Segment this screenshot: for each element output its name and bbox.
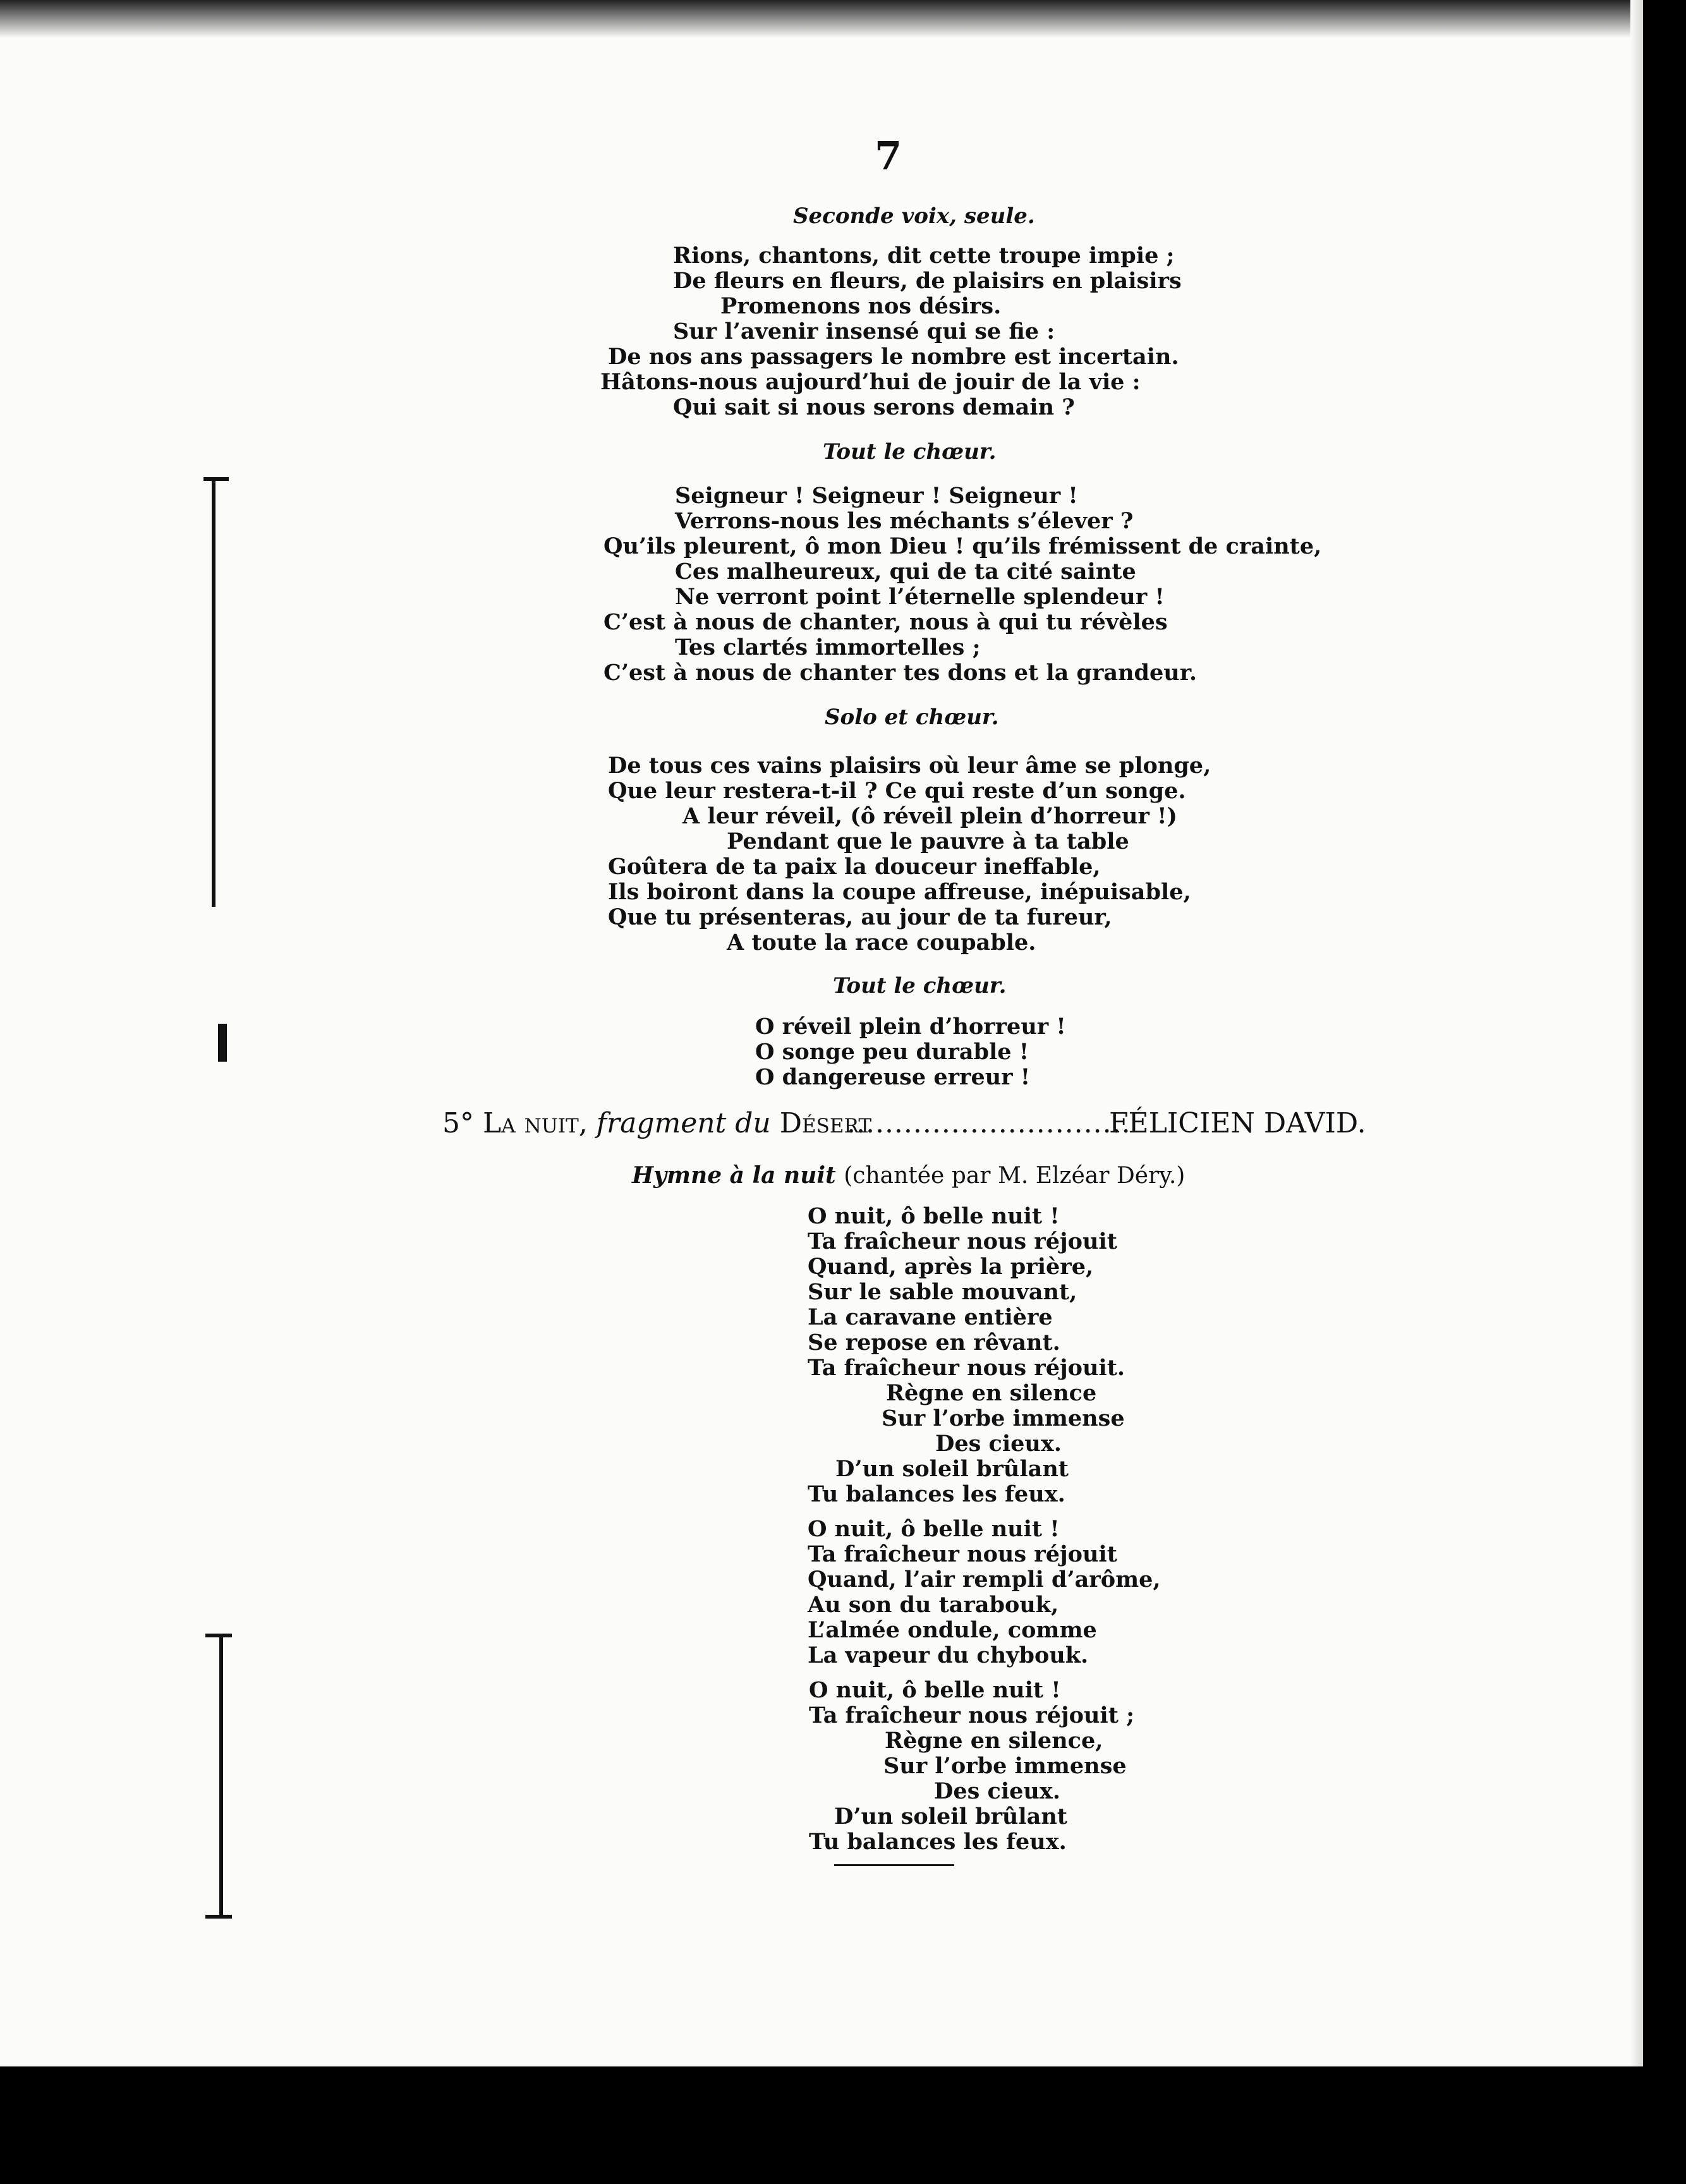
section-header: Seconde voix, seule. (793, 203, 1035, 229)
margin-mark (218, 1024, 227, 1062)
verse-line: Des cieux. (934, 1778, 1060, 1804)
verse-line: D’un soleil brûlant (834, 1804, 1067, 1829)
end-rule (834, 1864, 954, 1866)
verse-line: Au son du tarabouk, (808, 1592, 1059, 1618)
page-number: 7 (875, 133, 902, 179)
verse-line: O nuit, ô belle nuit ! (808, 1203, 1060, 1229)
verse-line: Sur le sable mouvant, (808, 1279, 1077, 1305)
verse-line: Hâtons-nous aujourd’hui de jouir de la vie : (600, 369, 1141, 395)
verse-line: Ta fraîcheur nous réjouit ; (809, 1702, 1134, 1728)
verse-line: Qu’ils pleurent, ô mon Dieu ! qu’ils frémissent de crainte, (603, 533, 1322, 559)
verse-line: Verrons-nous les méchants s’élever ? (675, 508, 1134, 534)
verse-line: D’un soleil brûlant (835, 1456, 1069, 1482)
verse-line: Qui sait si nous serons demain ? (673, 394, 1075, 420)
verse-line: A toute la race coupable. (727, 930, 1036, 956)
piece-title-line (442, 1107, 1366, 1139)
hymn-header (632, 1163, 1185, 1189)
verse-line: Tu balances les feux. (809, 1829, 1067, 1855)
margin-mark (212, 477, 215, 907)
piece-author: FÉLICIEN DAVID. (1109, 1107, 1366, 1139)
verse-line: Tu balances les feux. (808, 1481, 1065, 1507)
leader-dots: .............................. (847, 1107, 1131, 1139)
verse-line: O réveil plein d’horreur ! (755, 1014, 1066, 1040)
hymn-credit: (chantée par M. Elzéar Déry.) (844, 1163, 1186, 1189)
verse-line: Ne verront point l’éternelle splendeur ! (675, 584, 1165, 610)
verse-line: Goûtera de ta paix la douceur ineffable, (608, 854, 1101, 880)
verse-line: Ces malheureux, qui de ta cité sainte (675, 559, 1136, 585)
verse-line: Ta fraîcheur nous réjouit (808, 1228, 1117, 1254)
verse-line: Quand, l’air rempli d’arôme, (808, 1567, 1161, 1592)
verse-line: Sur l’orbe immense (883, 1753, 1127, 1779)
verse-line: Rions, chantons, dit cette troupe impie ; (673, 243, 1175, 269)
verse-line: La vapeur du chybouk. (808, 1642, 1089, 1668)
verse-line: O dangereuse erreur ! (755, 1064, 1031, 1090)
piece-subtitle: fragment du (596, 1107, 771, 1139)
verse-line: Que leur restera-t-il ? Ce qui reste d’un songe. (608, 778, 1186, 804)
verse-line: O nuit, ô belle nuit ! (808, 1516, 1060, 1542)
verse-line: De nos ans passagers le nombre est incertain. (608, 344, 1179, 370)
verse-line: Ta fraîcheur nous réjouit. (808, 1355, 1125, 1381)
margin-mark (219, 1634, 223, 1918)
verse-line: Règne en silence (886, 1380, 1097, 1406)
section-header: Tout le chœur. (823, 439, 997, 464)
verse-line: O nuit, ô belle nuit ! (809, 1677, 1061, 1703)
verse-line: Des cieux. (935, 1431, 1062, 1457)
verse-line: De fleurs en fleurs, de plaisirs en plaisirs (673, 268, 1182, 294)
verse-line: Pendant que le pauvre à ta table (727, 828, 1129, 854)
scan-shadow-right (1630, 0, 1643, 2066)
verse-line: Promenons nos désirs. (720, 293, 1002, 319)
verse-line: De tous ces vains plaisirs où leur âme se plonge, (608, 753, 1211, 779)
verse-line: O songe peu durable ! (755, 1039, 1029, 1065)
verse-line: Règne en silence, (885, 1728, 1103, 1754)
margin-mark (203, 477, 229, 481)
piece-number: 5° (442, 1107, 474, 1139)
piece-title: La nuit, (483, 1107, 588, 1139)
section-header: Tout le chœur. (833, 973, 1007, 998)
verse-line: Se repose en rêvant. (808, 1330, 1060, 1356)
margin-mark (205, 1915, 232, 1919)
piece-work: Désert (779, 1107, 872, 1139)
hymn-title: Hymne à la nuit (632, 1162, 836, 1189)
verse-line: Que tu présenteras, au jour de ta fureur, (608, 904, 1112, 930)
verse-line: Quand, après la prière, (808, 1254, 1094, 1280)
verse-line: C’est à nous de chanter, nous à qui tu révèles (603, 609, 1168, 635)
margin-mark (205, 1634, 232, 1637)
verse-line: Ta fraîcheur nous réjouit (808, 1541, 1117, 1567)
verse-line: A leur réveil, (ô réveil plein d’horreur !) (682, 803, 1177, 829)
verse-line: Sur l’avenir insensé qui se fie : (673, 318, 1055, 344)
verse-line: C’est à nous de chanter tes dons et la grandeur. (603, 660, 1198, 686)
verse-line: Seigneur ! Seigneur ! Seigneur ! (675, 483, 1078, 509)
scan-shadow-top (0, 0, 1643, 38)
verse-line: L’almée ondule, comme (808, 1617, 1097, 1643)
verse-line: Tes clartés immortelles ; (675, 634, 981, 660)
verse-line: Ils boiront dans la coupe affreuse, inépuisable, (608, 879, 1191, 905)
section-header: Solo et chœur. (825, 705, 999, 730)
verse-line: Sur l’orbe immense (882, 1405, 1125, 1431)
verse-line: La caravane entière (808, 1304, 1053, 1330)
